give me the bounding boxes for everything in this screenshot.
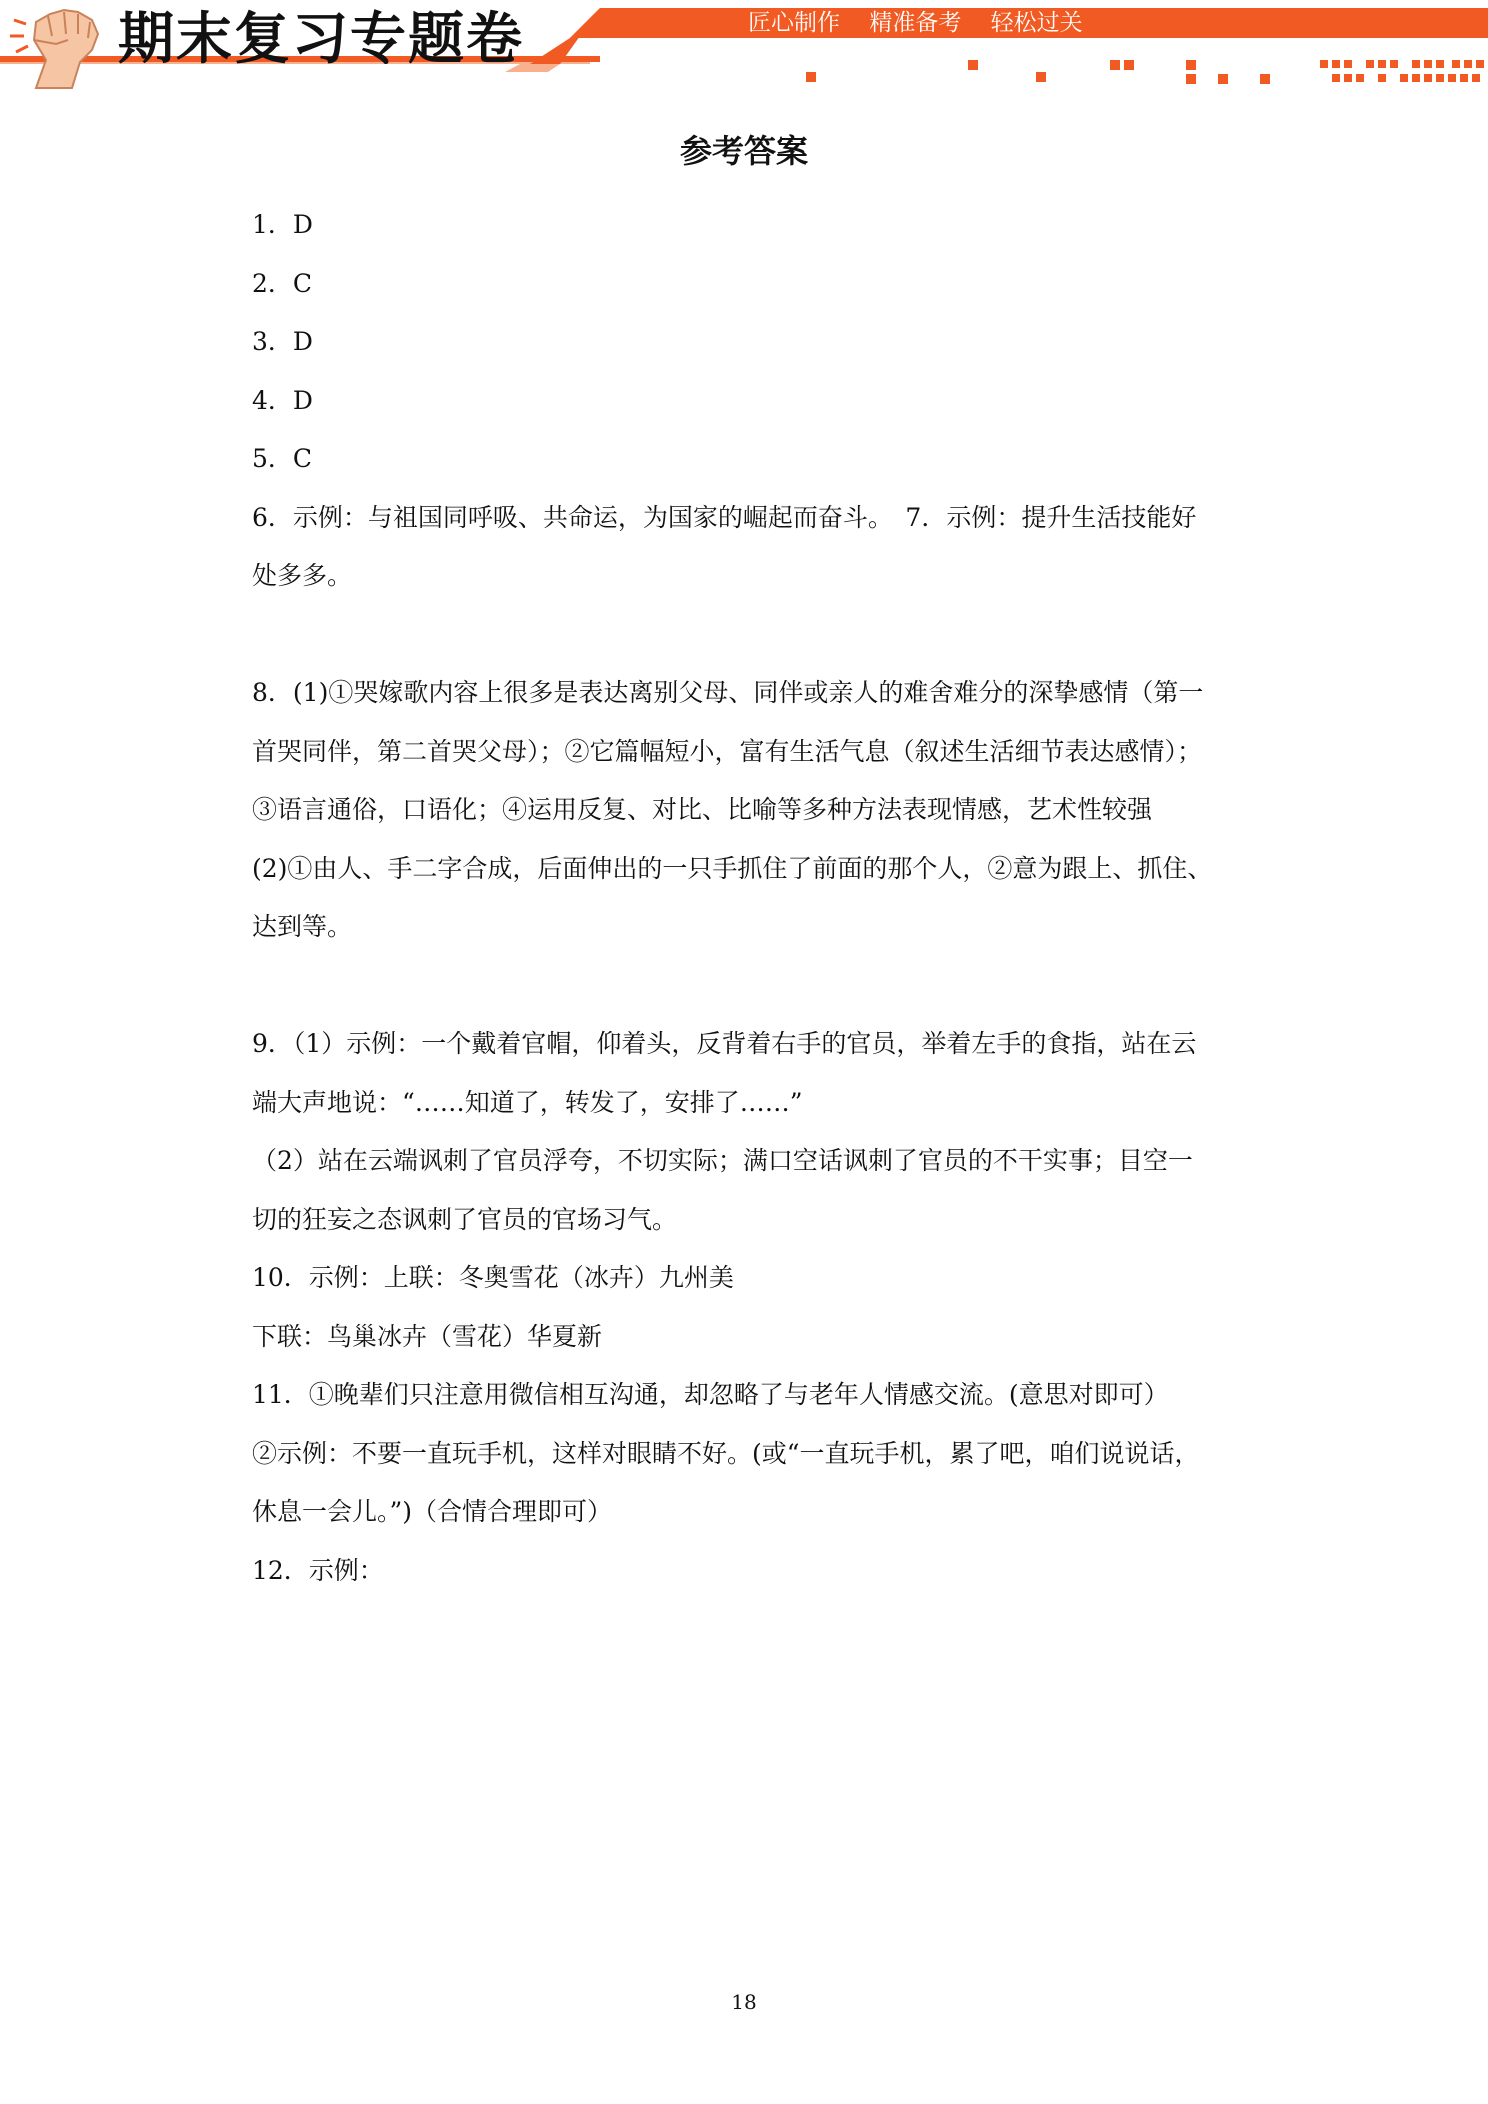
slogan-item: 匠心制作 xyxy=(748,10,840,36)
answer-line: 5．C xyxy=(252,444,313,473)
spacer xyxy=(252,957,1242,1016)
answer-line: 3．D xyxy=(252,327,313,356)
answer-line: 11．①晚辈们只注意用微信相互沟通，却忽略了与老年人情感交流。(意思对即可） xyxy=(252,1380,1169,1409)
answer-line: ②示例：不要一直玩手机，这样对眼睛不好。(或“一直玩手机，累了吧，咱们说说话， xyxy=(252,1438,1200,1468)
answer-line: （2）站在云端讽刺了官员浮夸，不切实际；满口空话讽刺了官员的不干实事；目空一 xyxy=(252,1146,1193,1175)
answer-line: ③语言通俗，口语化；④运用反复、对比、比喻等多种方法表现情感，艺术性较强 xyxy=(252,795,1153,824)
brand-title: 期末复习专题卷 xyxy=(118,7,524,72)
answer-line: 休息一会儿。”)（合情合理即可） xyxy=(252,1497,613,1526)
slogan-item: 轻松过关 xyxy=(990,10,1083,36)
answer-line: 达到等。 xyxy=(252,912,353,941)
answer-line: 切的狂妄之态讽刺了官员的官场习气。 xyxy=(252,1204,678,1234)
answer-line: 10．示例：上联：冬奥雪花（冰卉）九州美 xyxy=(252,1263,734,1292)
page-header xyxy=(0,0,1488,90)
answer-line: 9．（1）示例：一个戴着官帽，仰着头，反背着右手的官员，举着左手的食指，站在云 xyxy=(252,1029,1197,1058)
header-slogan xyxy=(748,8,1105,38)
answer-line: 下联：鸟巢冰卉（雪花）华夏新 xyxy=(252,1321,603,1351)
answer-line: (2)①由人、手二字合成，后面伸出的一只手抓住了前面的那个人，②意为跟上、抓住、 xyxy=(252,853,1213,883)
answer-line: 1．D xyxy=(252,210,313,239)
answer-line: 6．示例：与祖国同呼吸、共命运，为国家的崛起而奋斗。 7．示例：提升生活技能好 xyxy=(252,502,1197,532)
answer-line: 4．D xyxy=(252,385,313,415)
slogan-item: 精准备考 xyxy=(869,10,962,36)
answer-line: 处多多。 xyxy=(252,561,353,590)
spacer xyxy=(252,606,1242,665)
fist-icon xyxy=(6,0,116,90)
page-title: 参考答案 xyxy=(679,132,808,170)
answer-line: 端大声地说：“……知道了，转发了，安排了……” xyxy=(252,1087,803,1117)
answer-line: 8．(1)①哭嫁歌内容上很多是表达离别父母、同伴或亲人的难舍难分的深挚感情（第一 xyxy=(252,678,1204,707)
page-number: 18 xyxy=(731,1990,757,2014)
answer-line: 12．示例： xyxy=(252,1555,384,1585)
answer-list xyxy=(252,196,1242,1600)
answer-line: 2．C xyxy=(252,268,313,298)
answer-line: 首哭同伴，第二首哭父母）；②它篇幅短小，富有生活气息（叙述生活细节表达感情）； xyxy=(252,736,1203,766)
